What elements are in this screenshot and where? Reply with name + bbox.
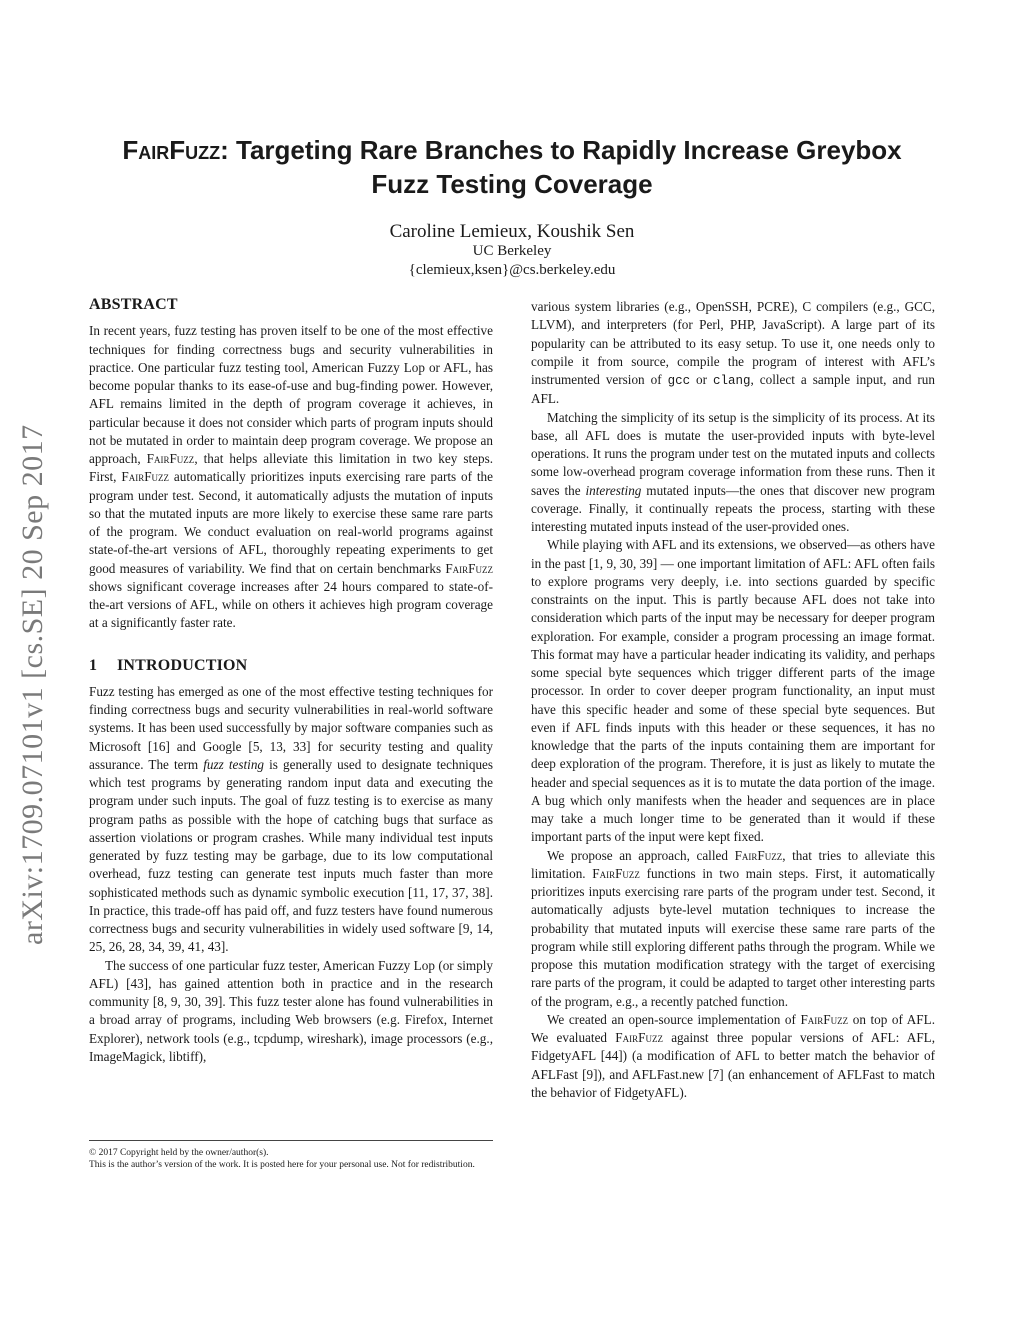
right-paragraph-3: While playing with AFL and its extensions, we observed—as others have in the past [1, 9, 30, 39] — one important limitation of AFL: AFL often fails to explore programs very deeply, i.e. into sections guarded by specific constraints on the input. This is partly because AFL does not take into consideration which parts of the input may be necessary for deeper program exploration. For example, consider a program processing an image format. This format may have a particular header indicating its validity, and perhaps some special byte sequences which trigger different parts of the image processor. In order to cover deeper program functionality, an input must have this specific header and some of these special byte sequences. But even if AFL finds inputs with this header or these sequences, it has no knowledge that the parts of the inputs containing them are important for deep exploration of the program. Therefore, it is just as likely to mutate the header and special sequences as it is to mutate the data portion of the image. A bug which only manifests when the header and sequences are in place may take a much longer time to be generated than it would if these important parts of the input were kept fixed. (531, 537, 935, 845)
introduction-section (89, 657, 493, 1067)
title-tool-name: FairFuzz (122, 135, 221, 165)
paper-title (70, 133, 954, 201)
abstract-section (89, 296, 493, 633)
intro-paragraph-2: The success of one particular fuzz tester, American Fuzzy Lop (or simply AFL) [43], has gained attention both in practice and in the research community [8, 9, 30, 39]. This fuzz tester alone has found vulnerabilities in a broad array of programs, including Web browsers (e.g. Firefox, Internet Explorer), network tools (e.g., tcpdump, wireshark), image processors (e.g., ImageMagick, libtiff), (89, 957, 493, 1064)
abstract-heading: ABSTRACT (89, 296, 178, 313)
right-paragraph-2: Matching the simplicity of its setup is the simplicity of its process. At its base, all AFL does is mutate the user-provided inputs with byte-level operations. It runs the program under test on the mutated inputs and collects some low-overhead program coverage information from these runs. Then it saves the interesting mutated inputs—the ones that discover new program coverage. Finally, it continually repeats the process, starting with these interesting mutated inputs instead of the user-provided ones. (531, 409, 935, 534)
right-column (531, 298, 935, 1102)
left-column (89, 296, 493, 1066)
arxiv-stamp: arXiv:1709.07101v1 [cs.SE] 20 Sep 2017 (16, 424, 49, 945)
author-list: Caroline Lemieux, Koushik Sen (389, 221, 635, 242)
right-paragraph-4: We propose an approach, called FairFuzz, that tries to alleviate this limitation. FairFuzz functions in two main steps. First, it automatically prioritizes inputs exercising rare parts of the program under test. Second, it automatically adjusts byte-level mutation techniques to increase the probability that mutated inputs will exercise these same rare parts of the program while still exploring different paths through the program. While we propose this mutation modification strategy with the target of exercising rare parts of the program, it could be adapted to target other interesting parts of the program, e.g., a recently patched function. (531, 847, 935, 1009)
author-email: {clemieux,ksen}@cs.berkeley.edu (408, 262, 616, 278)
abstract-paragraph: In recent years, fuzz testing has proven itself to be one of the most effective techniques for finding correctness bugs and security vulnerabilities in practice. One particular fuzz testing tool, American Fuzzy Lop or AFL, has become popular thanks to its ease-of-use and bug-finding power. However, AFL remains limited in the depth of program coverage it achieves, in particular because it does not consider which parts of program inputs should not be mutated in order to maintain deep program coverage. We propose an approach, FairFuzz, that helps alleviate this limitation in two key steps. First, FairFuzz automatically prioritizes inputs exercising rare parts of the program under test. Second, it automatically adjusts the mutation of inputs so that the mutated inputs are more likely to exercise these same rare parts of the program. We conduct evaluation on real-world programs against state-of-the-art versions of AFL, thoroughly repeating experiments to get good measures of variability. We find that on certain benchmarks FairFuzz shows significant coverage increases after 24 hours compared to state-of-the-art versions of AFL, while on others it achieves high program coverage at a significantly faster rate. (89, 323, 494, 631)
copyright-footnote (89, 1140, 493, 1171)
footnote-copyright: © 2017 Copyright held by the owner/author(s). (89, 1148, 269, 1158)
right-paragraph-1: various system libraries (e.g., OpenSSH, PCRE), C compilers (e.g., GCC, LLVM), and interpreters (for Perl, PHP, JavaScript). A large part of its popularity can be attributed to its easy setup. To use it, one needs only to compile it from source, compile the program of interest with AFL’s instrumented version of gcc or clang, collect a sample input, and run AFL. (531, 299, 935, 407)
title-line2: Fuzz Testing Coverage (371, 169, 653, 199)
right-paragraph-5: We created an open-source implementation of FairFuzz on top of AFL. We evaluated FairFuzz against three popular versions of AFL: AFL, FidgetyAFL [44]) (a modification of AFL to better match the behavior of AFLFast [9]), and AFLFast.new [7] (an enhancement of AFLFast to match the behavior of FidgetyAFL). (531, 1011, 936, 1100)
title-line1: : Targeting Rare Branches to Rapidly Increase Greybox (220, 135, 902, 165)
intro-paragraph-1: Fuzz testing has emerged as one of the most effective testing techniques for finding correctness bugs and security vulnerabilities in real-world software systems. It has been used successfully by major software companies such as Microsoft [16] and Google [5, 13, 33] for security testing and quality assurance. The term fuzz testing is generally used to designate techniques which test programs by generating random input data and executing the program under such inputs. The goal of fuzz testing is to exercise as many program paths as possible with the hope of catching bugs that surface as assertion violations or program crashes. While many individual test inputs generated by fuzz testing may be garbage, due to its low computational overhead, fuzz testing can generate test inputs much faster than more sophisticated methods such as dynamic symbolic execution [11, 17, 37, 38]. In practice, this trade-off has paid off, and fuzz testers have found numerous correctness bugs and security vulnerabilities in widely used software [9, 14, 25, 26, 28, 34, 39, 41, 43]. (89, 683, 494, 955)
introduction-heading: 1 INTRODUCTION (89, 656, 248, 674)
affiliation: UC Berkeley (472, 243, 552, 259)
footnote-notice: This is the author’s version of the work. It is posted here for your personal use. Not for redistribution. (89, 1160, 475, 1170)
